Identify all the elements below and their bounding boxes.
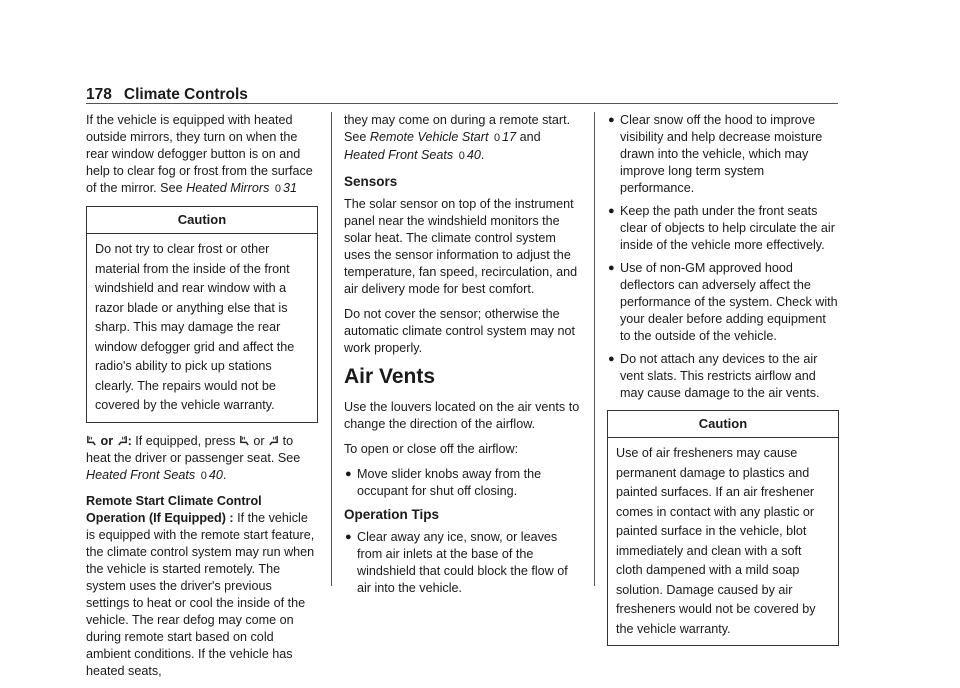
- list-item: ● Keep the path under the front seats clear of objects to help circulate the air inside of the vehicle more effectively.: [608, 204, 835, 252]
- bullet-icon: ●: [608, 114, 615, 126]
- remote-start-label: Remote Start Climate Control Operation (If Equipped) :: [86, 493, 262, 525]
- remote-start-continued: they may come on during a remote start. See Remote Vehicle Start 0 17 and Heated Front Seats 0 40.: [344, 113, 571, 162]
- remote-start-paragraph: Remote Start Climate Control Operation (If Equipped) : If the vehicle is equipped with the remote start feature, the climate control system may run when the vehicle is started remotely. The system uses the driver's previous settings to heat or cool the inside of the vehicle. The rear defog may come on during remote start based on cold ambient conditions. If the vehicle has heated seats,: [86, 493, 315, 678]
- list-item: ● Clear away any ice, snow, or leaves from air inlets at the base of the windshield that could block the flow of air into the vehicle.: [345, 530, 568, 595]
- heated-mirrors-page[interactable]: 31: [283, 181, 298, 195]
- page-ref-arrow-icon: 0: [200, 469, 207, 482]
- heated-mirrors-paragraph: If the vehicle is equipped with heated outside mirrors, they turn on when the rear window defogger button is on and help to clear fog or frost from the surface of the mirror. See Heated Mirrors 0 31: [86, 113, 313, 195]
- column-divider-2: [594, 112, 595, 586]
- heated-mirrors-link[interactable]: Heated Mirrors: [186, 181, 270, 195]
- column-1: [86, 112, 318, 688]
- caution-box-defogger: [86, 206, 318, 423]
- heated-seat-left-icon: [239, 435, 250, 446]
- air-vents-paragraph-1: Use the louvers located on the air vents to change the direction of the airflow.: [344, 400, 580, 431]
- section-title: Climate Controls: [123, 86, 248, 103]
- page-ref-arrow-icon: 0: [274, 183, 281, 195]
- list-item: ● Clear snow off the hood to improve visibility and help decrease moisture drawn into the vehicle, which may improve long term system performance.: [608, 113, 823, 195]
- heated-seat-right-icon: [268, 435, 279, 446]
- air-vents-paragraph-2: To open or close off the airflow:: [344, 442, 519, 456]
- sensors-heading: Sensors: [344, 174, 398, 189]
- heated-front-seats-link[interactable]: Heated Front Seats: [344, 148, 454, 162]
- bullet-icon: ●: [608, 353, 615, 365]
- heated-front-seats-page[interactable]: 40: [208, 467, 223, 482]
- bullet-icon: ●: [345, 531, 352, 543]
- heated-seat-right-icon: [117, 435, 128, 446]
- heated-front-seats-link[interactable]: Heated Front Seats: [86, 467, 196, 482]
- column-divider-1: [331, 112, 332, 586]
- list-item: ● Use of non-GM approved hood deflectors can adversely affect the performance of the system. Check with your dealer before adding equipment to the outside of the vehicle.: [608, 261, 838, 343]
- bullet-icon: ●: [608, 262, 615, 274]
- sensors-paragraph-1: The solar sensor on top of the instrument panel near the windshield monitors the solar heat. The climate control system uses the sensor information to adjust the temperature, fan speed, recirculation, and air delivery mode for best comfort.: [344, 197, 578, 296]
- bullet-icon: ●: [345, 468, 352, 480]
- caution-text: Use of air fresheners may cause permanent damage to plastics and painted surfaces. If an air freshener comes in contact with any plastic or painted surface in the vehicle, blot immediately and clean with a soft cloth dampened with a mild soap solution. Damage caused by air fresheners would not be covered by the vehicle warranty.: [616, 446, 816, 636]
- header-rule: [86, 103, 838, 104]
- list-item: ● Do not attach any devices to the air vent slats. This restricts airflow and may cause damage to the air vents.: [608, 352, 820, 400]
- caution-box-air-fresheners: [607, 410, 839, 646]
- column-3: [607, 112, 839, 656]
- bullet-icon: ●: [608, 205, 615, 217]
- page-ref-arrow-icon: 0: [458, 150, 465, 162]
- page-number: 178: [86, 86, 112, 103]
- caution-text: Do not try to clear frost or other material from the inside of the front windshield and rear window with a razor blade or anything else that is sharp. This may damage the rear window defogger grid and affect the radio's ability to pick up stations clearly. The repairs would not be covered by the vehicle warranty.: [95, 242, 295, 412]
- remote-vehicle-start-link[interactable]: Remote Vehicle Start: [369, 130, 489, 144]
- list-item: ● Move slider knobs away from the occupant for shut off closing.: [345, 467, 542, 498]
- heated-seats-paragraph: or : If equipped, press or to heat the driver or passenger seat. See Heated Front Seats 0 40.: [86, 433, 301, 482]
- sensors-paragraph-2: Do not cover the sensor; otherwise the automatic climate control system may not work properly.: [344, 307, 575, 355]
- page-ref-arrow-icon: 0: [493, 132, 501, 144]
- air-vents-heading: Air Vents: [344, 365, 436, 388]
- page-header: [86, 86, 248, 104]
- column-2: [344, 112, 580, 603]
- operation-tips-heading: Operation Tips: [344, 507, 440, 522]
- caution-title: Caution: [608, 411, 838, 438]
- caution-title: Caution: [87, 207, 317, 234]
- heated-seat-left-icon: [86, 435, 97, 446]
